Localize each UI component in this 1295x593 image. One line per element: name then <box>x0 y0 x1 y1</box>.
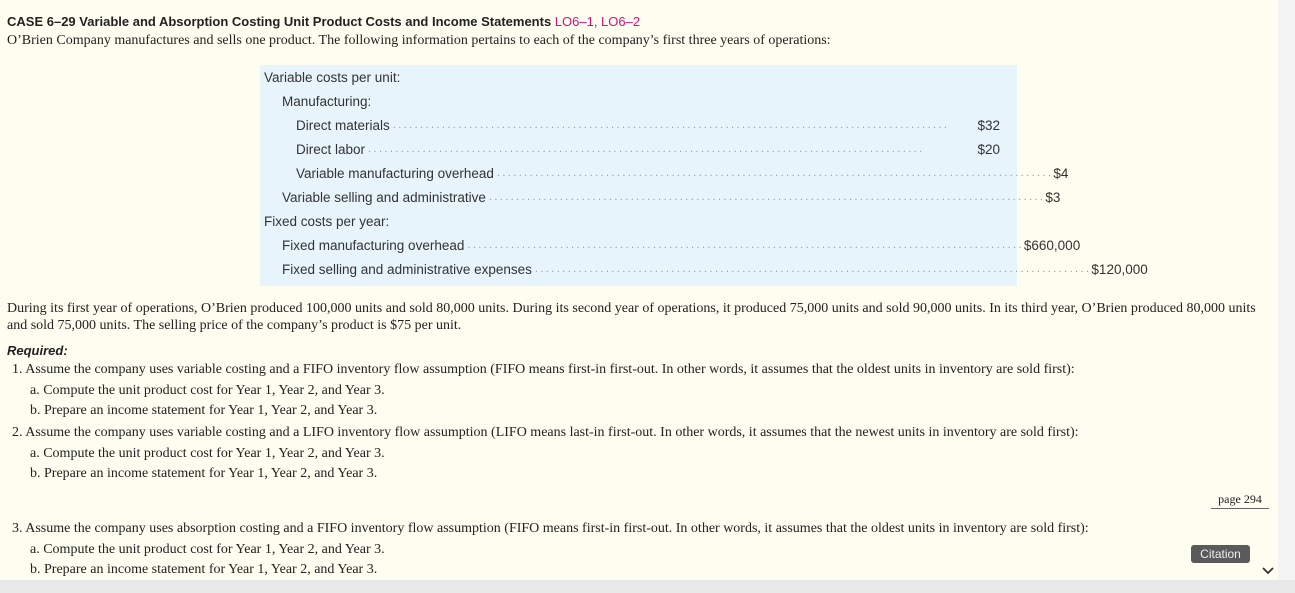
question-3: 3. Assume the company uses absorption costing and a FIFO inventory flow assumption (FIFO means first-in first-out. In other words, it assumes that the oldest units in inventory are sold first): <box>12 521 1089 536</box>
direct-materials-row <box>260 113 1017 137</box>
variable-costs-header: Variable costs per unit: <box>264 69 401 85</box>
fixed-sga-label: Fixed selling and administrative expenses <box>282 261 532 277</box>
question-1: 1. Assume the company uses variable costing and a FIFO inventory flow assumption (FIFO means first-in first-out. In other words, it assumes that the oldest units in inventory are sold first): <box>12 362 1075 377</box>
question-2b: b. Prepare an income statement for Year 1, Year 2, and Year 3. <box>30 466 378 481</box>
citation-button[interactable]: Citation <box>1191 545 1250 563</box>
variable-sga-value: $3 <box>1045 189 1061 205</box>
variable-sga-label: Variable selling and administrative <box>282 189 486 205</box>
cost-data-table <box>260 65 1148 286</box>
manufacturing-header-row <box>260 89 1017 113</box>
question-2: 2. Assume the company uses variable costing and a LIFO inventory flow assumption (LIFO means last-in first-out. In other words, it assumes that the newest units in inventory are sold first): <box>12 425 1079 440</box>
question-2a: a. Compute the unit product cost for Year 1, Year 2, and Year 3. <box>30 446 385 461</box>
direct-materials-value: $32 <box>977 117 1000 133</box>
leader-dots: ...................................................................................................... <box>496 167 1054 179</box>
chevron-down-icon[interactable] <box>1261 565 1275 577</box>
learning-objectives: LO6–1, LO6–2 <box>554 14 641 29</box>
fixed-sga-row <box>260 257 1148 281</box>
fixed-mfg-overhead-value: $660,000 <box>1023 237 1081 253</box>
fixed-mfg-overhead-row <box>260 233 1081 257</box>
variable-sga-row <box>260 185 1061 209</box>
question-1b: b. Prepare an income statement for Year 1, Year 2, and Year 3. <box>30 403 378 418</box>
page-marker: page 294 <box>1211 492 1269 509</box>
fixed-sga-value: $120,000 <box>1091 261 1148 277</box>
variable-costs-header-row <box>260 65 1017 89</box>
fixed-costs-header: Fixed costs per year: <box>264 213 390 229</box>
vertical-scroll-area[interactable] <box>1278 0 1295 580</box>
case-title-text: CASE 6–29 Variable and Absorption Costing Unit Product Costs and Income Statements <box>7 14 552 29</box>
question-3b: b. Prepare an income statement for Year 1, Year 2, and Year 3. <box>30 562 378 577</box>
leader-dots: ...................................................................................................... <box>534 263 1092 275</box>
direct-labor-row <box>260 137 1017 161</box>
leader-dots: ...................................................................................................... <box>368 143 925 155</box>
question-3a: a. Compute the unit product cost for Year 1, Year 2, and Year 3. <box>30 542 385 557</box>
manufacturing-header: Manufacturing: <box>282 93 372 109</box>
fixed-mfg-overhead-label: Fixed manufacturing overhead <box>282 237 465 253</box>
question-1a: a. Compute the unit product cost for Year 1, Year 2, and Year 3. <box>30 383 385 398</box>
leader-dots: ...................................................................................................... <box>467 239 1024 251</box>
leader-dots: ...................................................................................................... <box>392 119 950 131</box>
direct-labor-label: Direct labor <box>296 141 366 157</box>
required-heading: Required: <box>7 343 68 358</box>
case-intro: O’Brien Company manufactures and sells one product. The following information pertains to each of the company’s first three years of operations: <box>7 33 831 48</box>
case-title <box>7 14 640 29</box>
horizontal-scrollbar[interactable] <box>0 580 1295 593</box>
fixed-costs-header-row <box>260 209 1017 233</box>
scenario-paragraph: During its first year of operations, O’Brien produced 100,000 units and sold 80,000 units. During its second year of operations, it produced 75,000 units and sold 90,000 units. In its third year, O’Brien produced 80,000 units and sold 75,000 units. The selling price of the company’s product is $75 per unit. <box>7 301 1256 333</box>
direct-materials-label: Direct materials <box>296 117 390 133</box>
variable-mfg-overhead-label: Variable manufacturing overhead <box>296 165 494 181</box>
leader-dots: ...................................................................................................... <box>488 191 1046 203</box>
direct-labor-value: $20 <box>977 141 1000 157</box>
variable-mfg-overhead-row <box>260 161 1069 185</box>
variable-mfg-overhead-value: $4 <box>1053 165 1069 181</box>
